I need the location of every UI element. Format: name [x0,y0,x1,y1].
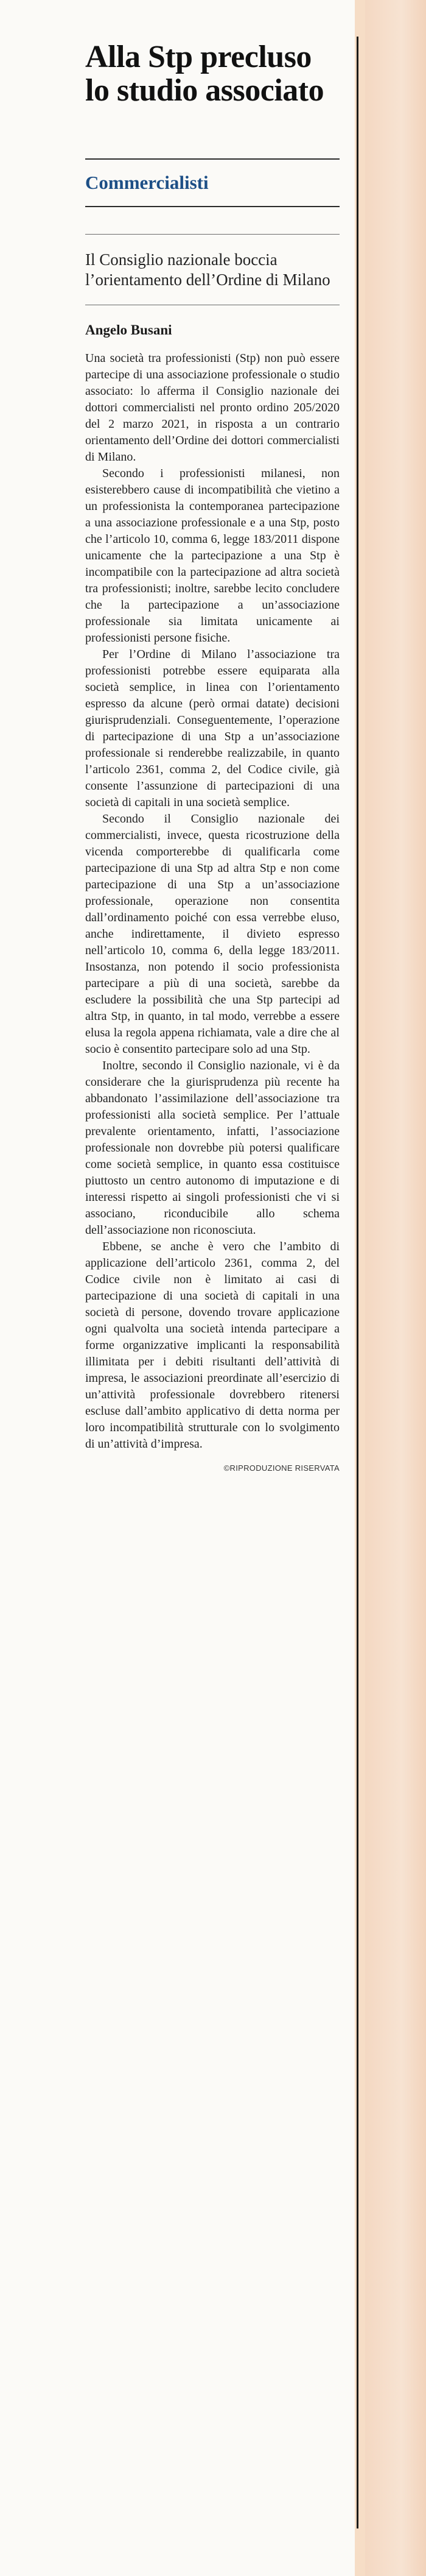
body-paragraph: Inoltre, secondo il Consiglio nazionale, vi è da considerare che la giurisprudenza più recente ha abbandonato l’assimilazione dell’associazione tra professionisti alla società semplice. Per l’attuale prevalente orientamento, infatti, l’associazione professionale non dovrebbe più potersi qualificare come società semplice, in quanto essa costituisce piuttosto un centro autonomo di imputazione e di interessi rispetto ai singoli professionisti che vi si associano, riconducibile allo schema dell’associazione non riconosciuta. [85,1059,340,1237]
article-body [85,350,340,1453]
article [85,40,340,1473]
body-paragraph: Per l’Ordine di Milano l’associazione tra professionisti potrebbe essere equiparata alla società semplice, in linea con l’orientamento espresso da alcune (però ormai datate) decisioni giurisprudenziali. Conseguentemente, l’operazione di partecipazione di una Stp a un’associazione professionale si renderebbe realizzabile, in quanto l’articolo 2361, comma 2, del Codice civile, già consente l’assunzione di partecipazioni di una società di capitali in una società semplice. [85,648,340,809]
page-margin [365,0,426,2576]
article-subheadline: Il Consiglio nazionale boccia l’orientamento dell’Ordine di Milano [85,250,330,289]
body-paragraph: Ebbene, se anche è vero che l’ambito di applicazione dell’articolo 2361, comma 2, del Codice civile non è limitato ai casi di partecipazione di una società di capitali in una società di persone, dovendo trovare applicazione ogni qualvolta una società intenda partecipare a forme organizzative implicanti la responsabilità illimitata per i debiti risultanti dell’attività di impresa, le associazioni preordinate all’esercizio di un’attività professionale dovrebbero ritenersi escluse dall’ambito applicativo di detta norma per loro incompatibilità strutturale con lo svolgimento di un’attività d’impresa. [85,1240,340,1451]
column-rule [357,37,358,2528]
copyright-notice: ©RIPRODUZIONE RISERVATA [223,1463,340,1473]
body-paragraph: Secondo il Consiglio nazionale dei commercialisti, invece, questa ricostruzione della vicenda comporterebbe di qualificarla come partecipazione di una Stp ad altra Stp e non come partecipazione di una Stp a un’associazione professionale, operazione non consentita dall’ordinamento poiché con essa verrebbe eluso, anche indirettamente, il divieto espresso nell’articolo 10, comma 6, della legge 183/2011. Insostanza, non potendo il socio professionista partecipare a più di una società, sarebbe da escludere la possibilità che una Stp partecipi ad altra Stp, in quanto, in tal modo, verrebbe a essere elusa la regola appena richiamata, vale a dire che al socio è consentito partecipare solo ad una Stp. [85,812,340,1056]
section-label: Commercialisti [85,172,209,193]
article-headline: Alla Stp precluso lo studio associato [85,40,324,108]
body-paragraph: Una società tra professionisti (Stp) non può essere partecipe di una associazione professionale o studio associato: lo afferma il Consiglio nazionale dei dottori commercialisti nel pronto ordino 205/2020 del 2 marzo 2021, in risposta a un contrario orientamento dell’Ordine dei dottori commercialisti di Milano. [85,352,340,464]
article-author: Angelo Busani [85,322,172,338]
body-paragraph: Secondo i professionisti milanesi, non esisterebbero cause di incompatibilità che vietino a un professionista la contemporanea partecipazione a una associazione professionale e a una Stp, posto che l’articolo 10, comma 6, legge 183/2011 dispone unicamente che la partecipazione a una Stp è incompatibile con la partecipazione ad altra società tra professionisti; inoltre, sarebbe lecito concludere che la partecipazione a un’associazione professionale sia limitata unicamente ai professionisti persone fisiche. [85,467,340,645]
